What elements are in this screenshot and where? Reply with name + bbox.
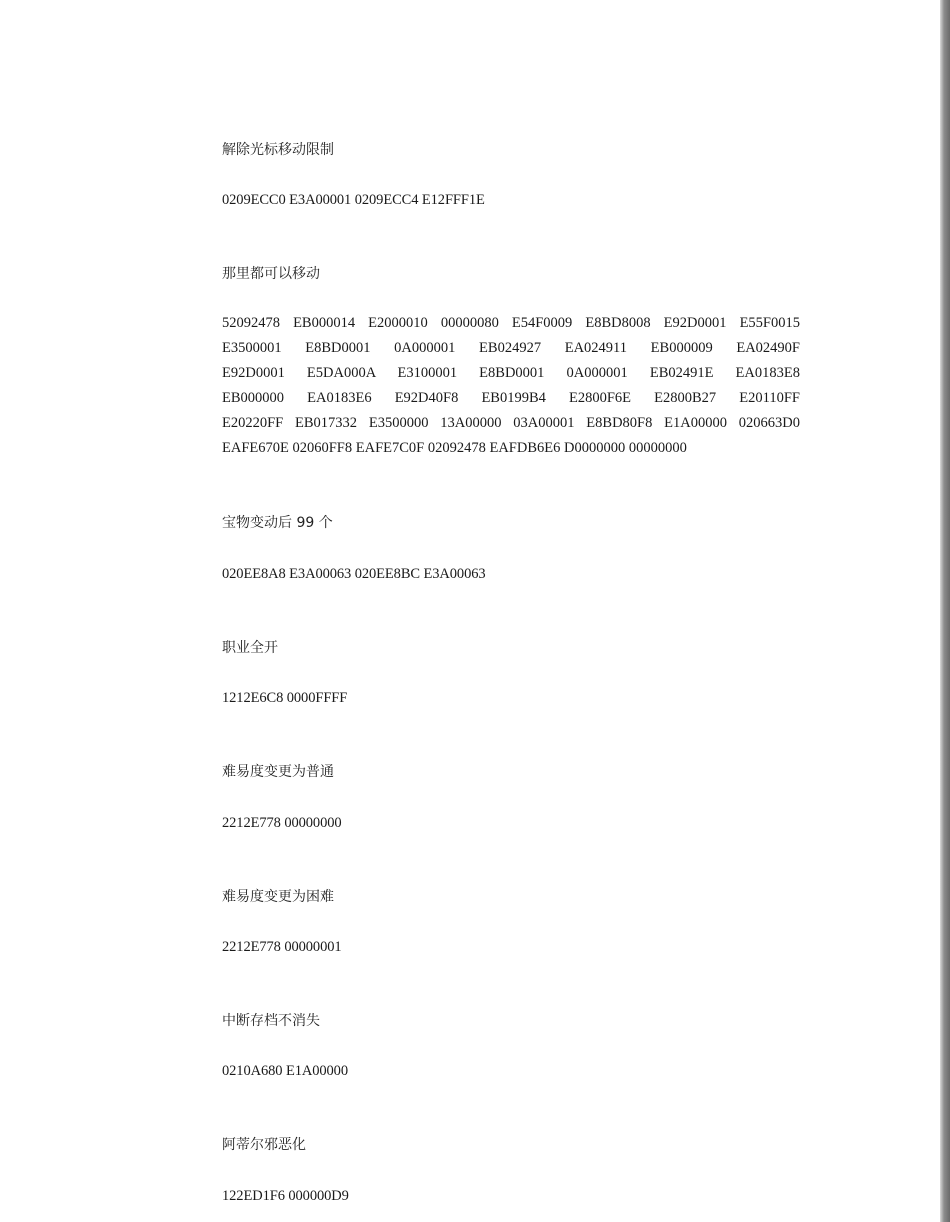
code-line: 52092478 EB000014 E2000010 00000080 E54F0009 E8BD8008 E92D0001 E55F0015 [222, 315, 800, 331]
scrollbar-edge [940, 0, 950, 1222]
entry-title: 那里都可以移动 [222, 266, 320, 282]
entry-title: 宝物变动后 99 个 [222, 515, 333, 531]
entry-title: 解除光标移动限制 [222, 142, 334, 158]
code-line: EAFE670E 02060FF8 EAFE7C0F 02092478 EAFDB6E6 D0000000 00000000 [222, 440, 687, 456]
entry-code-block [222, 311, 800, 461]
entry-code: 1212E6C8 0000FFFF [222, 690, 348, 706]
entry-title: 难易度变更为困难 [222, 889, 334, 905]
entry-code: 0210A680 E1A00000 [222, 1063, 348, 1079]
entry-title: 阿蒂尔邪恶化 [222, 1137, 306, 1153]
entry-code: 2212E778 00000001 [222, 939, 342, 955]
entry-title: 中断存档不消失 [222, 1013, 320, 1029]
entry-code: 020EE8A8 E3A00063 020EE8BC E3A00063 [222, 566, 486, 582]
code-line: E92D0001 E5DA000A E3100001 E8BD0001 0A000001 EB02491E EA0183E8 [222, 365, 800, 381]
entry-title: 难易度变更为普通 [222, 764, 334, 780]
code-line: E20220FF EB017332 E3500000 13A00000 03A00001 E8BD80F8 E1A00000 020663D0 [222, 415, 800, 431]
entry-title: 职业全开 [222, 640, 278, 656]
entry-code: 122ED1F6 000000D9 [222, 1188, 349, 1204]
code-line: E3500001 E8BD0001 0A000001 EB024927 EA024911 EB000009 EA02490F [222, 340, 800, 356]
entry-code: 0209ECC0 E3A00001 0209ECC4 E12FFF1E [222, 192, 485, 208]
code-line: EB000000 EA0183E6 E92D40F8 EB0199B4 E2800F6E E2800B27 E20110FF [222, 390, 800, 406]
entry-code: 2212E778 00000000 [222, 815, 342, 831]
